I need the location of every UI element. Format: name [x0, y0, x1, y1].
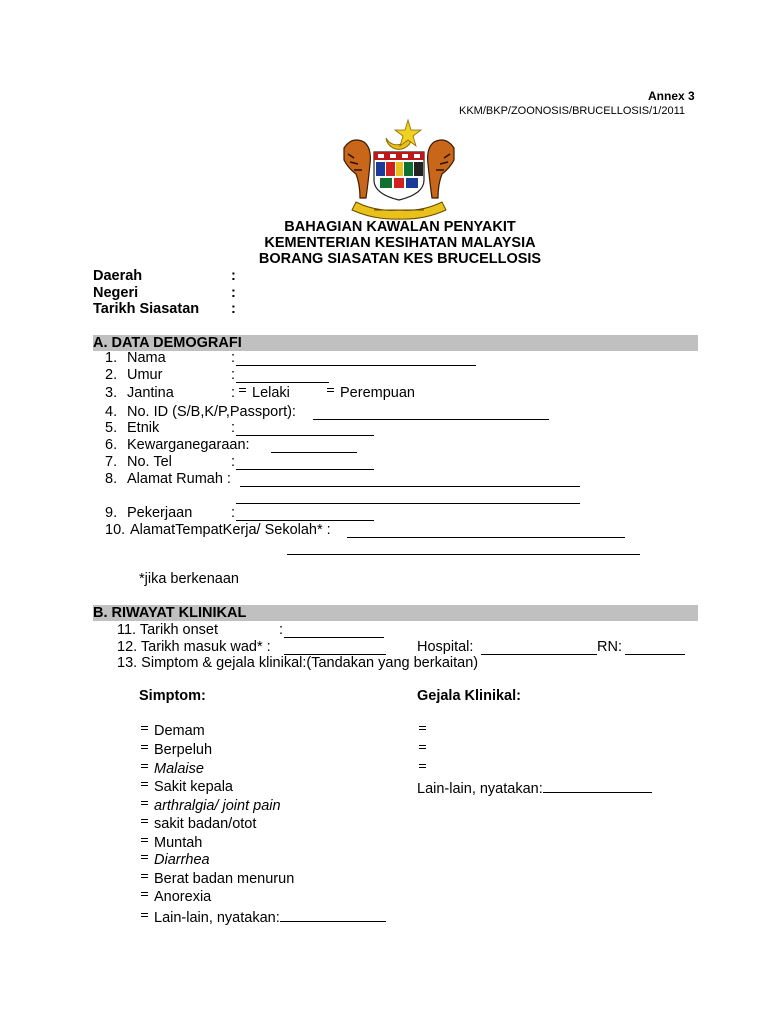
etnik-label: Etnik [127, 420, 160, 436]
nama-number: 1. [105, 350, 118, 366]
simptom-label: Anorexia [154, 889, 212, 905]
umur-label: Umur [127, 367, 163, 383]
section-b-title: B. RIWAYAT KLINIKAL [93, 605, 247, 621]
hospital-field[interactable] [481, 641, 597, 655]
checkbox-icon[interactable] [140, 781, 149, 789]
jantina-number: 3. [105, 385, 118, 401]
rn-label: RN: [597, 639, 622, 655]
simptom-item-demam[interactable] [140, 723, 205, 740]
jantina-sep: : [231, 385, 236, 401]
etnik-field[interactable] [236, 422, 374, 436]
hospital-label: Hospital: [417, 639, 474, 655]
daerah-label: Daerah [93, 268, 143, 284]
checkbox-icon[interactable] [418, 763, 427, 771]
gejala-lain-lain [417, 779, 652, 798]
negeri-label: Negeri [93, 285, 139, 301]
footnote: *jika berkenaan [139, 571, 239, 587]
simptom-label: Lain-lain, nyatakan: [154, 910, 280, 926]
simptom-label: Berat badan menurun [154, 871, 295, 887]
jantina-label: Jantina [127, 385, 174, 401]
daerah-colon: : [231, 268, 236, 284]
umur-sep: : [231, 367, 236, 383]
checkbox-icon[interactable] [140, 873, 149, 881]
no-id-field[interactable] [313, 406, 549, 420]
checkbox-icon[interactable] [238, 387, 247, 395]
checkbox-icon[interactable] [418, 725, 427, 733]
pekerjaan-label: Pekerjaan [127, 505, 193, 521]
simptom-item-diarrhea[interactable] [140, 852, 210, 869]
kewarganegaraan-number: 6. [105, 437, 118, 453]
alamat-kerja-number: 10. [105, 522, 126, 538]
simptom-item-berat-badan[interactable] [140, 871, 294, 888]
no-tel-field[interactable] [236, 456, 374, 470]
checkbox-icon[interactable] [140, 912, 149, 920]
simptom-lain-lain-field[interactable] [280, 908, 386, 922]
checkbox-icon[interactable] [140, 891, 149, 899]
simptom-label: Sakit kepala [154, 779, 233, 795]
lelaki-label: Lelaki [252, 385, 290, 401]
checkbox-icon[interactable] [140, 744, 149, 752]
alamat-kerja-label: AlamatTempatKerja/ Sekolah* : [130, 522, 331, 538]
tarikh-siasatan-colon: : [231, 301, 236, 317]
alamat-kerja-field-line1[interactable] [347, 524, 625, 538]
pekerjaan-number: 9. [105, 505, 118, 521]
simptom-item-sakit-kepala[interactable] [140, 779, 233, 796]
annex-label: Annex 3 [648, 89, 695, 103]
title-line-3: BORANG SIASATAN KES BRUCELLOSIS [258, 251, 542, 267]
title-line-2: KEMENTERIAN KESIHATAN MALAYSIA [264, 235, 536, 251]
checkbox-icon[interactable] [140, 854, 149, 862]
gejala-heading: Gejala Klinikal: [417, 688, 521, 704]
etnik-number: 5. [105, 420, 118, 436]
no-tel-label: No. Tel [127, 454, 172, 470]
simptom-label: Berpeluh [154, 742, 213, 758]
reference-code: KKM/BKP/ZOONOSIS/BRUCELLOSIS/1/2011 [459, 105, 685, 117]
etnik-sep: : [231, 420, 236, 436]
no-tel-sep: : [231, 454, 236, 470]
checkbox-icon[interactable] [140, 763, 149, 771]
tarikh-onset-field[interactable] [284, 624, 384, 638]
simptom-item-arthralgia[interactable] [140, 798, 281, 815]
no-id-label: No. ID (S/B,K/P,Passport): [127, 404, 296, 420]
simptom-item-malaise[interactable] [140, 761, 204, 778]
tarikh-masuk-wad-field[interactable] [284, 641, 386, 655]
pekerjaan-field[interactable] [236, 507, 374, 521]
jantina-option-lelaki[interactable] [238, 385, 290, 402]
malaysia-coat-of-arms-icon [334, 118, 464, 220]
checkbox-icon[interactable] [326, 387, 335, 395]
tarikh-onset-label: 11. Tarikh onset [117, 622, 219, 638]
simptom-label: Diarrhea [154, 852, 210, 868]
tarikh-masuk-wad-label: 12. Tarikh masuk wad* : [117, 639, 271, 655]
gejala-lain-lain-label: Lain-lain, nyatakan: [417, 781, 543, 797]
rn-field[interactable] [625, 641, 685, 655]
nama-label: Nama [127, 350, 166, 366]
umur-number: 2. [105, 367, 118, 383]
checkbox-icon[interactable] [140, 837, 149, 845]
kewarganegaraan-label: Kewarganegaraan: [127, 437, 250, 453]
section-a-title: A. DATA DEMOGRAFI [93, 335, 242, 351]
tarikh-onset-sep: : [279, 622, 284, 638]
alamat-rumah-label: Alamat Rumah : [127, 471, 231, 487]
simptom-item-lain-lain[interactable] [140, 908, 386, 927]
checkbox-icon[interactable] [418, 744, 427, 752]
gejala-item-2[interactable] [418, 742, 432, 759]
nama-field[interactable] [236, 352, 476, 366]
no-tel-number: 7. [105, 454, 118, 470]
title-line-1: BAHAGIAN KAWALAN PENYAKIT [284, 219, 516, 235]
alamat-rumah-field-line1[interactable] [240, 473, 580, 487]
no-id-number: 4. [105, 404, 118, 420]
nama-sep: : [231, 350, 236, 366]
gejala-item-1[interactable] [418, 723, 432, 740]
checkbox-icon[interactable] [140, 725, 149, 733]
simptom-label: sakit badan/otot [154, 816, 257, 832]
checkbox-icon[interactable] [140, 800, 149, 808]
gejala-item-3[interactable] [418, 761, 432, 778]
jantina-option-perempuan[interactable] [326, 385, 415, 402]
simptom-item-anorexia[interactable] [140, 889, 211, 906]
alamat-kerja-field-line2[interactable] [287, 541, 640, 555]
checkbox-icon[interactable] [140, 818, 149, 826]
alamat-rumah-field-line2[interactable] [236, 490, 580, 504]
simptom-item-berpeluh[interactable] [140, 742, 212, 759]
simptom-item-sakit-badan[interactable] [140, 816, 256, 833]
alamat-rumah-number: 8. [105, 471, 118, 487]
simptom-question: 13. Simptom & gejala klinikal:(Tandakan yang berkaitan) [117, 655, 479, 671]
tarikh-siasatan-label: Tarikh Siasatan [93, 301, 200, 317]
pekerjaan-sep: : [231, 505, 236, 521]
negeri-colon: : [231, 285, 236, 301]
simptom-label: Demam [154, 723, 205, 739]
kewarganegaraan-field[interactable] [271, 439, 357, 453]
perempuan-label: Perempuan [340, 385, 415, 401]
simptom-label: Malaise [154, 761, 204, 777]
simptom-label: arthralgia/ joint pain [154, 798, 281, 814]
umur-field[interactable] [236, 369, 329, 383]
gejala-lain-lain-field[interactable] [543, 779, 652, 793]
simptom-item-muntah[interactable] [140, 835, 202, 852]
simptom-label: Muntah [154, 835, 203, 851]
simptom-heading: Simptom: [139, 688, 206, 704]
